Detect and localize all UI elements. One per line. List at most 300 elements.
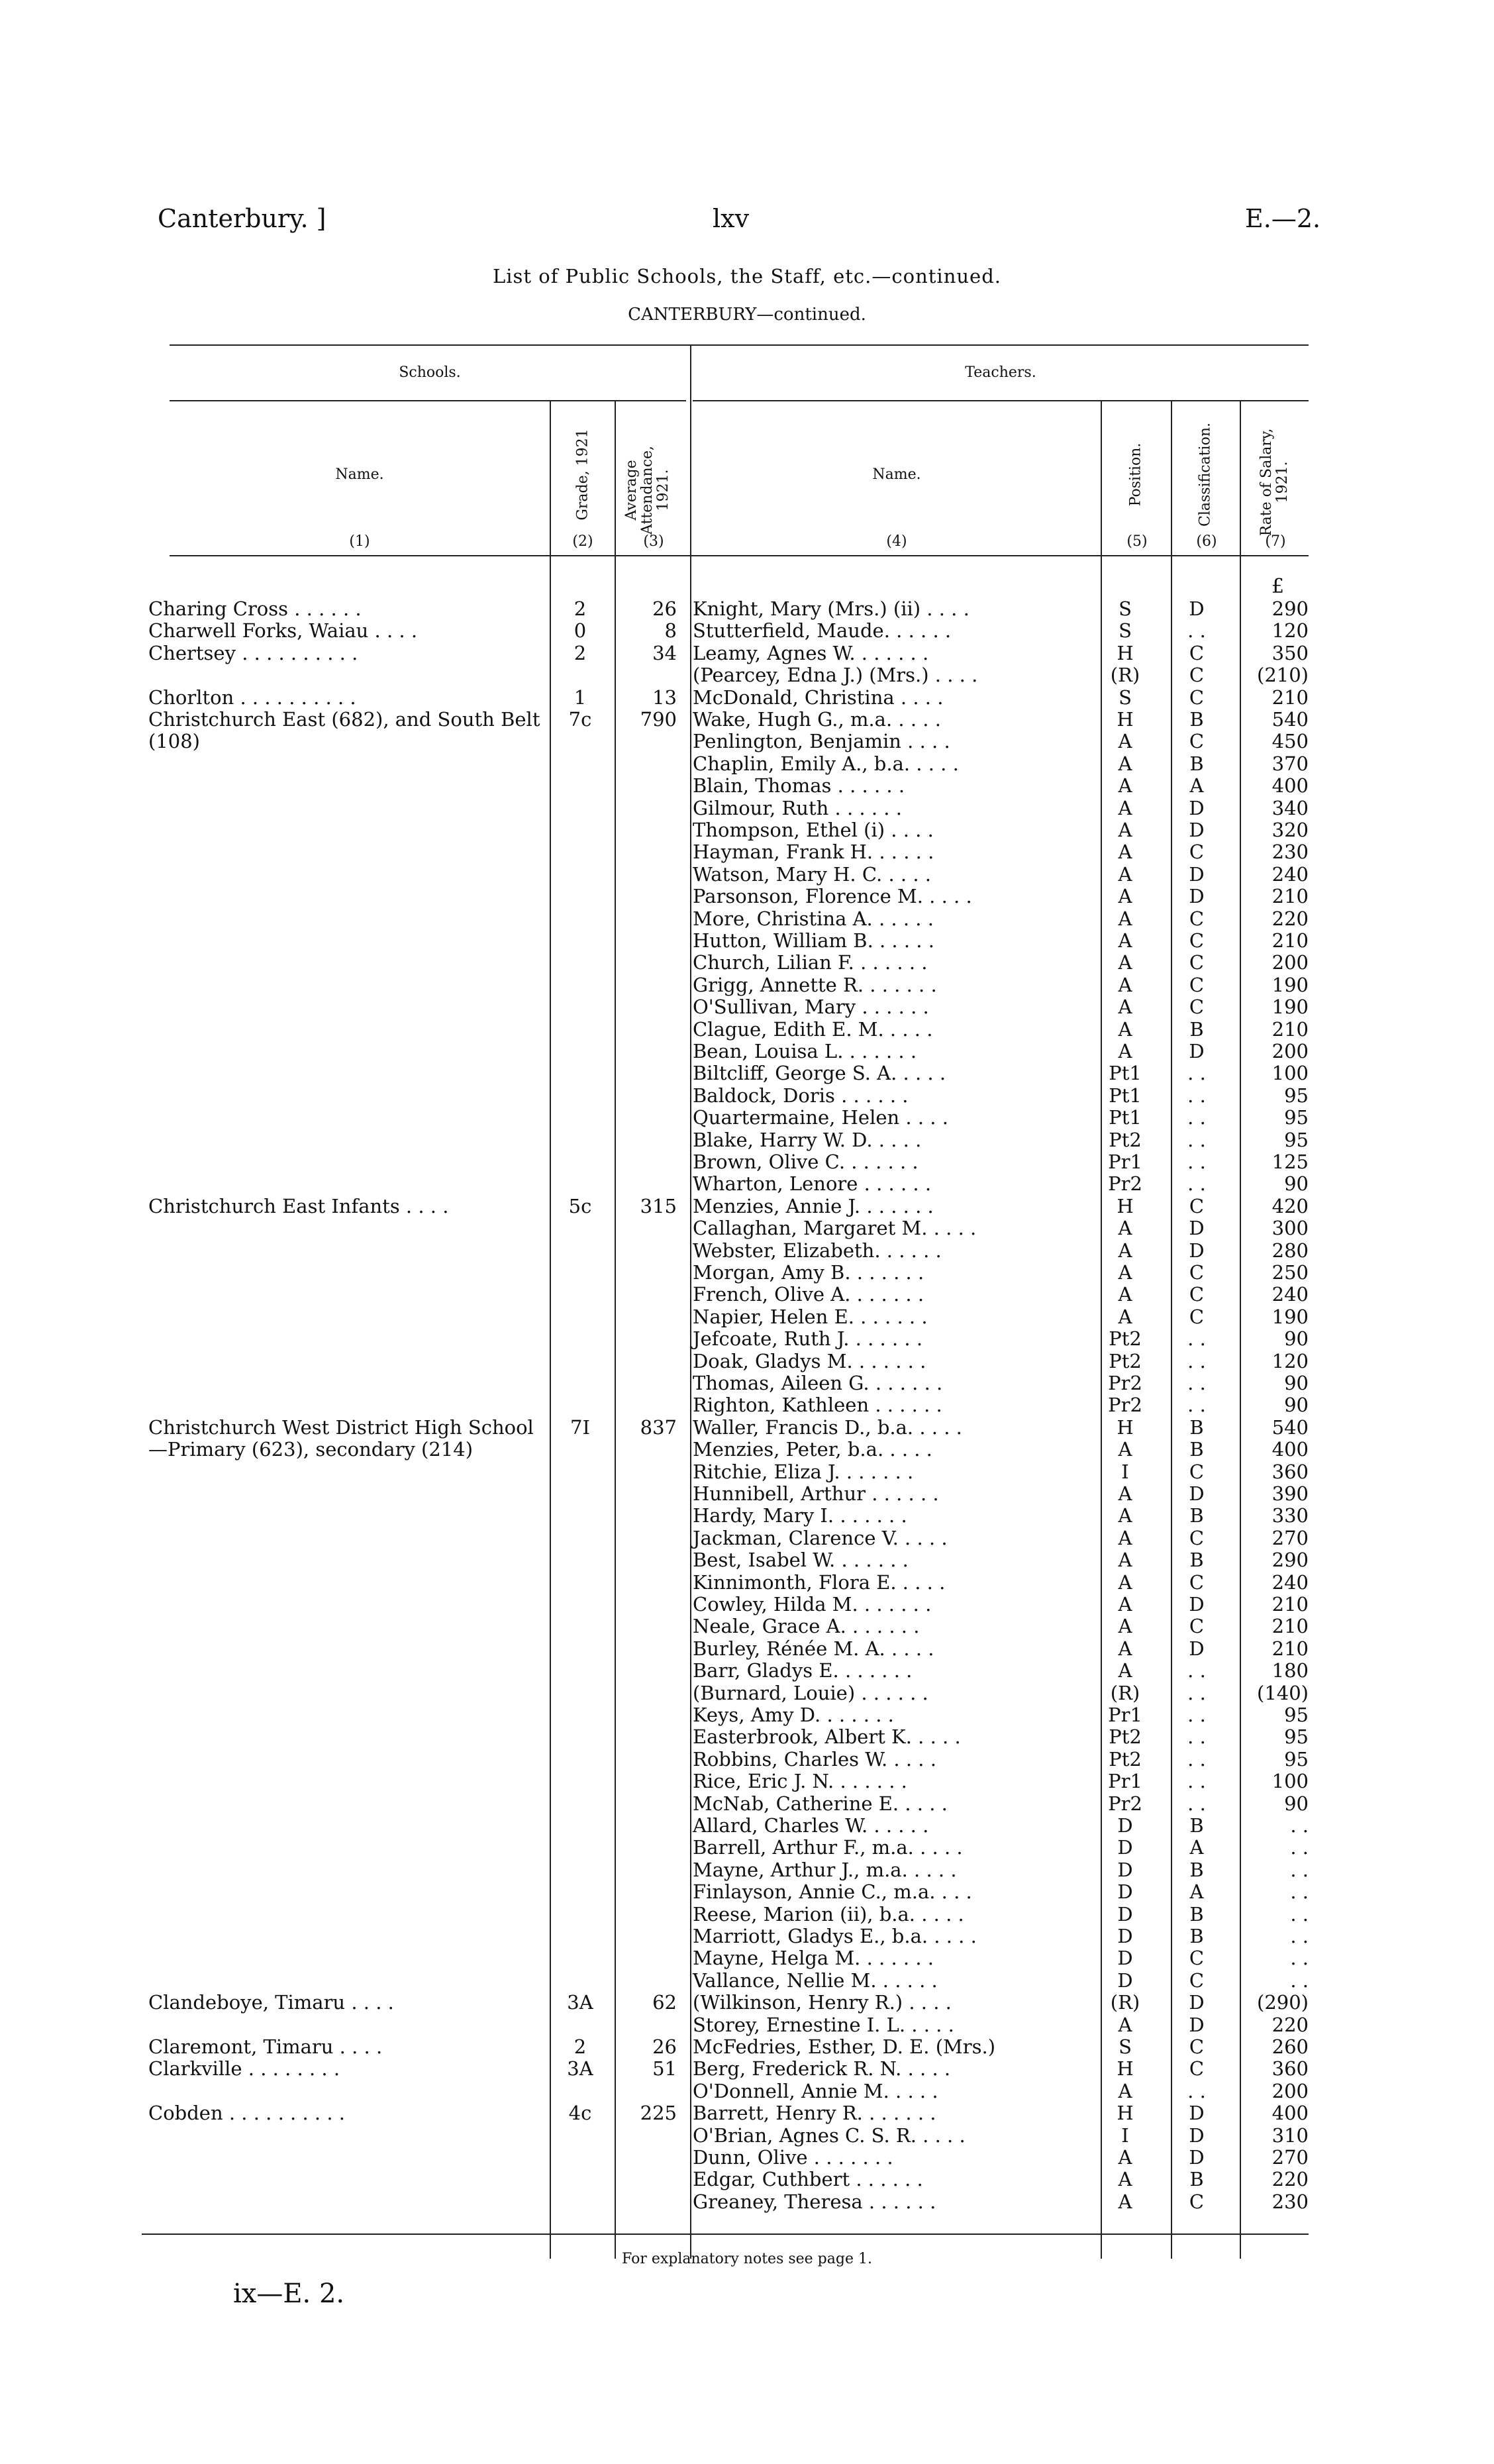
position-cell: (R) — [1110, 1681, 1140, 1704]
salary-cell: 290 — [1271, 1549, 1309, 1572]
salary-cell: 310 — [1271, 2124, 1309, 2147]
classification-cell: C — [1189, 2057, 1205, 2080]
teacher-name-cell: Jefcoate, Ruth J. . . . . . . — [693, 1327, 923, 1351]
position-cell: A — [1118, 1438, 1132, 1461]
salary-cell: 90 — [1284, 1372, 1309, 1394]
classification-cell: B — [1189, 1925, 1204, 1947]
position-cell: H — [1117, 2057, 1134, 2080]
position-cell: I — [1121, 1460, 1129, 1483]
table-row — [0, 620, 1494, 642]
teacher-name-cell: McDonald, Christina . . . . — [693, 686, 944, 709]
teacher-name-cell: Jackman, Clarence V. . . . . — [693, 1526, 948, 1549]
salary-cell: 210 — [1271, 686, 1309, 709]
teacher-name-cell: Thomas, Aileen G. . . . . . . — [693, 1372, 943, 1394]
salary-cell: 450 — [1271, 730, 1309, 753]
table-row — [0, 731, 1494, 752]
table-row — [0, 1062, 1494, 1084]
attendance-cell: 13 — [652, 686, 677, 709]
salary-cell: 210 — [1271, 929, 1309, 952]
teacher-name-cell: Bean, Louisa L. . . . . . . — [693, 1040, 917, 1062]
table-row — [0, 2080, 1494, 2102]
table-row — [0, 642, 1494, 664]
position-cell: A — [1118, 1593, 1132, 1616]
position-cell: H — [1117, 2102, 1134, 2125]
teacher-name-cell: Dunn, Olive . . . . . . . — [693, 2146, 893, 2169]
page-title: List of Public Schools, the Staff, etc.—continued. — [492, 265, 1002, 287]
salary-cell: . . — [1290, 1947, 1309, 1970]
table-row — [0, 1815, 1494, 1837]
table-row — [0, 1483, 1494, 1505]
classification-cell: . . — [1187, 2079, 1206, 2102]
table-row — [0, 1151, 1494, 1173]
school-name-cell: Chorlton . . . . . . . . . . — [148, 686, 356, 709]
col-number-2: (2) — [572, 533, 593, 550]
table-row — [0, 1394, 1494, 1416]
teacher-name-cell: Hunnibell, Arthur . . . . . . — [693, 1482, 939, 1505]
salary-cell: 125 — [1271, 1151, 1309, 1173]
classification-cell: . . — [1187, 1151, 1206, 1173]
salary-cell: 190 — [1271, 996, 1309, 1019]
position-cell: H — [1117, 708, 1134, 731]
position-cell: A — [1118, 774, 1132, 797]
position-cell: A — [1118, 907, 1132, 930]
table-row — [0, 1859, 1494, 1881]
position-cell: Pt2 — [1109, 1747, 1142, 1771]
grade-cell: 3A — [567, 2057, 593, 2080]
salary-cell: 95 — [1284, 1106, 1309, 1129]
page-subtitle: CANTERBURY—continued. — [628, 305, 866, 325]
position-cell: S — [1119, 2035, 1132, 2058]
teacher-name-cell: Best, Isabel W. . . . . . . — [693, 1549, 909, 1572]
table-row — [0, 1129, 1494, 1151]
table-row — [0, 1704, 1494, 1726]
position-cell: A — [1118, 1637, 1132, 1660]
teacher-name-cell: Berg, Frederick R. N. . . . . — [693, 2057, 951, 2080]
classification-cell: D — [1189, 862, 1205, 886]
position-cell: A — [1118, 1305, 1132, 1328]
table-row — [0, 2102, 1494, 2124]
salary-cell: 290 — [1271, 597, 1309, 620]
classification-cell: C — [1189, 1305, 1205, 1328]
classification-cell: C — [1189, 996, 1205, 1019]
table-row — [0, 687, 1494, 709]
table-row — [0, 1262, 1494, 1284]
classification-cell: B — [1189, 1017, 1204, 1041]
position-cell: Pr2 — [1108, 1792, 1142, 1815]
salary-cell: 95 — [1284, 1704, 1309, 1726]
position-cell: A — [1118, 1526, 1132, 1549]
position-cell: A — [1118, 1615, 1132, 1638]
school-name-cell: Christchurch East Infants . . . . — [148, 1194, 449, 1217]
position-cell: A — [1118, 2146, 1132, 2169]
table-row — [0, 1217, 1494, 1239]
school-name-cell: Charing Cross . . . . . . — [148, 597, 362, 620]
teacher-name-cell: McFedries, Esther, D. E. (Mrs.) — [693, 2035, 996, 2058]
teacher-name-cell: Stutterfield, Maude. . . . . . — [693, 619, 952, 642]
grade-cell: 5c — [568, 1194, 592, 1217]
table-row — [0, 1107, 1494, 1129]
salary-cell: 120 — [1271, 1349, 1309, 1372]
table-row — [0, 1726, 1494, 1748]
salary-cell: . . — [1290, 1969, 1309, 1992]
position-cell: Pr1 — [1108, 1151, 1142, 1173]
teacher-name-cell: (Pearcey, Edna J.) (Mrs.) . . . . — [693, 664, 978, 687]
position-cell: D — [1117, 1947, 1133, 1970]
teacher-name-cell: Kinnimonth, Flora E. . . . . — [693, 1570, 946, 1594]
classification-cell: D — [1189, 1991, 1205, 2014]
attendance-cell: 51 — [652, 2057, 677, 2080]
position-cell: A — [1118, 885, 1132, 908]
classification-cell: . . — [1187, 619, 1206, 642]
col-number-4: (4) — [886, 533, 907, 550]
running-head-left: Canterbury. ] — [158, 204, 326, 233]
table-row — [0, 598, 1494, 620]
salary-cell: 240 — [1271, 1283, 1309, 1306]
position-cell: D — [1117, 1880, 1133, 1904]
table-row — [0, 664, 1494, 686]
teacher-name-cell: Parsonson, Florence M. . . . . — [693, 885, 972, 908]
classification-cell: D — [1189, 819, 1205, 841]
classification-cell: B — [1189, 1858, 1204, 1881]
teacher-name-cell: O'Brian, Agnes C. S. R. . . . . — [693, 2124, 966, 2147]
classification-cell: C — [1189, 1969, 1205, 1992]
teacher-name-cell: Vallance, Nellie M. . . . . . — [693, 1969, 938, 1992]
salary-cell: 360 — [1271, 2057, 1309, 2080]
teacher-name-cell: Menzies, Annie J. . . . . . . — [693, 1194, 934, 1217]
position-cell: A — [1118, 996, 1132, 1019]
teacher-name-cell: Watson, Mary H. C. . . . . — [693, 862, 931, 886]
teachers-group-rule — [693, 400, 1309, 401]
school-name-heading: Name. — [335, 466, 384, 483]
teacher-name-cell: More, Christina A. . . . . . — [693, 907, 934, 930]
salary-cell: 420 — [1271, 1194, 1309, 1217]
position-cell: A — [1118, 951, 1132, 974]
classification-cell: . . — [1187, 1725, 1206, 1749]
teacher-name-cell: Righton, Kathleen . . . . . . — [693, 1394, 942, 1417]
position-cell: Pr2 — [1108, 1172, 1142, 1196]
salary-cell: 240 — [1271, 1570, 1309, 1594]
salary-cell: 90 — [1284, 1394, 1309, 1417]
classification-cell: . . — [1187, 1681, 1206, 1704]
table-row — [0, 1372, 1494, 1394]
position-cell: Pt1 — [1109, 1084, 1142, 1107]
salary-cell: 260 — [1271, 2035, 1309, 2058]
table-row — [0, 2169, 1494, 2190]
position-cell: Pt2 — [1109, 1725, 1142, 1749]
teacher-name-cell: Brown, Olive C. . . . . . . — [693, 1151, 919, 1173]
table-row — [0, 709, 1494, 731]
grade-cell: 3A — [567, 1991, 593, 2014]
table-row — [0, 2036, 1494, 2058]
table-row — [0, 996, 1494, 1018]
salary-cell: 190 — [1271, 1305, 1309, 1328]
salary-cell: 400 — [1271, 1438, 1309, 1461]
position-cell: A — [1118, 1017, 1132, 1041]
position-cell: Pr1 — [1108, 1704, 1142, 1726]
classification-cell: D — [1189, 2013, 1205, 2036]
classification-cell: D — [1189, 1040, 1205, 1062]
teacher-name-cell: Hayman, Frank H. . . . . . — [693, 841, 934, 864]
grade-heading: Grade, 1921 — [574, 429, 591, 521]
table-row — [0, 1904, 1494, 1925]
classification-cell: C — [1189, 1194, 1205, 1217]
position-cell: (R) — [1110, 1991, 1140, 2014]
classification-cell: D — [1189, 796, 1205, 819]
teacher-name-cell: Doak, Gladys M. . . . . . . — [693, 1349, 926, 1372]
position-cell: A — [1118, 2190, 1132, 2213]
salary-cell: 340 — [1271, 796, 1309, 819]
position-cell: Pt2 — [1109, 1349, 1142, 1372]
table-row — [0, 1417, 1494, 1439]
classification-cell: C — [1189, 2035, 1205, 2058]
classification-cell: C — [1189, 1615, 1205, 1638]
teacher-name-cell: (Burnard, Louie) . . . . . . — [693, 1681, 928, 1704]
salary-cell: 210 — [1271, 1615, 1309, 1638]
classification-cell: C — [1189, 951, 1205, 974]
teacher-name-cell: Barr, Gladys E. . . . . . . — [693, 1659, 913, 1682]
classification-cell: . . — [1187, 1372, 1206, 1394]
table-row — [0, 930, 1494, 952]
teacher-name-cell: O'Donnell, Annie M. . . . . — [693, 2079, 938, 2102]
classification-cell: C — [1189, 929, 1205, 952]
school-name-cell: Cobden . . . . . . . . . . — [148, 2102, 345, 2125]
attendance-cell: 34 — [652, 641, 677, 664]
table-row — [0, 1925, 1494, 1947]
table-row — [0, 819, 1494, 841]
teacher-name-cell: Baldock, Doris . . . . . . — [693, 1084, 909, 1107]
classification-cell: D — [1189, 1637, 1205, 1660]
salary-cell: 220 — [1271, 2013, 1309, 2036]
schools-group-heading: Schools. — [399, 364, 461, 381]
salary-cell: 230 — [1271, 2190, 1309, 2213]
teacher-name-cell: Leamy, Agnes W. . . . . . . — [693, 641, 929, 664]
school-name-cell: Chertsey . . . . . . . . . . — [148, 641, 358, 664]
classification-cell: . . — [1187, 1792, 1206, 1815]
classification-cell: C — [1189, 1283, 1205, 1306]
attendance-cell: 26 — [652, 2035, 677, 2058]
teacher-name-cell: Chaplin, Emily A., b.a. . . . . — [693, 752, 959, 775]
table-row — [0, 1461, 1494, 1483]
salary-cell: 200 — [1271, 2079, 1309, 2102]
salary-cell: 270 — [1271, 1526, 1309, 1549]
teacher-name-cell: Webster, Elizabeth. . . . . . — [693, 1239, 942, 1262]
classification-cell: . . — [1187, 1084, 1206, 1107]
grade-cell: 7c — [568, 708, 592, 731]
salary-cell: 95 — [1284, 1128, 1309, 1151]
teacher-name-cell: Marriott, Gladys E., b.a. . . . . — [693, 1925, 977, 1947]
table-bottom-rule — [142, 2233, 1309, 2235]
table-row — [0, 908, 1494, 930]
table-row — [0, 1660, 1494, 1682]
position-cell: S — [1119, 686, 1132, 709]
col-number-6: (6) — [1196, 533, 1217, 550]
table-row — [0, 1947, 1494, 1969]
classification-cell: B — [1189, 1438, 1204, 1461]
salary-cell: (140) — [1257, 1681, 1309, 1704]
grade-cell: 0 — [573, 619, 587, 642]
position-cell: Pr2 — [1108, 1372, 1142, 1394]
salary-cell: 360 — [1271, 1460, 1309, 1483]
classification-cell: . . — [1187, 1747, 1206, 1771]
position-cell: H — [1117, 1194, 1134, 1217]
salary-cell: 390 — [1271, 1482, 1309, 1505]
table-row — [0, 2058, 1494, 2080]
grade-cell: 2 — [573, 597, 587, 620]
salary-cell: 350 — [1271, 641, 1309, 664]
teacher-name-cell: Reese, Marion (ii), b.a. . . . . — [693, 1902, 964, 1925]
classification-cell: C — [1189, 730, 1205, 753]
table-row — [0, 886, 1494, 907]
classification-cell: A — [1189, 1836, 1204, 1859]
position-cell: A — [1118, 1283, 1132, 1306]
salary-cell: 220 — [1271, 2168, 1309, 2191]
table-row — [0, 1240, 1494, 1262]
school-name-cell: (108) — [148, 730, 200, 753]
position-cell: D — [1117, 1814, 1133, 1837]
table-row — [0, 974, 1494, 996]
salary-cell: 230 — [1271, 841, 1309, 864]
position-heading: Position. — [1127, 442, 1144, 507]
table-row — [0, 1793, 1494, 1815]
teacher-name-cell: Neale, Grace A. . . . . . . — [693, 1615, 920, 1638]
teacher-name-cell: Biltcliff, George S. A. . . . . — [693, 1062, 946, 1085]
table-row — [0, 1328, 1494, 1350]
table-row — [0, 2014, 1494, 2036]
teacher-name-cell: Napier, Helen E. . . . . . . — [693, 1305, 928, 1328]
teacher-name-cell: Finlayson, Annie C., m.a. . . . — [693, 1880, 972, 1904]
teachers-group-heading: Teachers. — [965, 364, 1036, 381]
salary-cell: 270 — [1271, 2146, 1309, 2169]
salary-cell: . . — [1290, 1836, 1309, 1859]
salary-cell: 540 — [1271, 1415, 1309, 1439]
salary-cell: 210 — [1271, 1017, 1309, 1041]
classification-cell: C — [1189, 973, 1205, 996]
classification-cell: B — [1189, 1549, 1204, 1572]
table-row — [0, 1572, 1494, 1594]
teacher-name-cell: Mayne, Helga M. . . . . . . — [693, 1947, 934, 1970]
school-name-cell: Claremont, Timaru . . . . — [148, 2035, 383, 2058]
position-cell: A — [1118, 1549, 1132, 1572]
table-row — [0, 1085, 1494, 1107]
salary-cell: 210 — [1271, 885, 1309, 908]
table-row — [0, 797, 1494, 819]
col-number-7: (7) — [1265, 533, 1286, 550]
position-cell: A — [1118, 752, 1132, 775]
salary-cell: . . — [1290, 1858, 1309, 1881]
position-cell: D — [1117, 1902, 1133, 1925]
position-cell: A — [1118, 1659, 1132, 1682]
attendance-cell: 62 — [652, 1991, 677, 2014]
teacher-name-cell: Clague, Edith E. M. . . . . — [693, 1017, 933, 1041]
salary-cell: (210) — [1257, 664, 1309, 687]
teacher-name-cell: Barrett, Henry R. . . . . . . — [693, 2102, 936, 2125]
position-cell: A — [1118, 1217, 1132, 1240]
classification-cell: . . — [1187, 1349, 1206, 1372]
table-row — [0, 1505, 1494, 1527]
position-cell: A — [1118, 730, 1132, 753]
teacher-name-cell: Hutton, William B. . . . . . — [693, 929, 934, 952]
table-row — [0, 1527, 1494, 1549]
teacher-name-cell: Wake, Hugh G., m.a. . . . . — [693, 708, 941, 731]
salary-cell: 250 — [1271, 1261, 1309, 1284]
classification-cell: B — [1189, 1814, 1204, 1837]
school-name-cell: Charwell Forks, Waiau . . . . — [148, 619, 418, 642]
grade-cell: 7I — [570, 1415, 590, 1439]
teacher-name-cell: Gilmour, Ruth . . . . . . — [693, 796, 902, 819]
classification-cell: D — [1189, 1239, 1205, 1262]
table-row — [0, 841, 1494, 863]
attendance-cell: 315 — [640, 1194, 677, 1217]
salary-cell: 100 — [1271, 1770, 1309, 1793]
teacher-name-cell: Hardy, Mary I. . . . . . . — [693, 1504, 907, 1527]
table-row — [0, 1041, 1494, 1062]
classification-cell: C — [1189, 1261, 1205, 1284]
position-cell: Pr2 — [1108, 1394, 1142, 1417]
classification-cell: . . — [1187, 1062, 1206, 1085]
salary-cell: 210 — [1271, 1637, 1309, 1660]
page-number: lxv — [713, 204, 750, 233]
position-cell: Pt1 — [1109, 1062, 1142, 1085]
position-cell: Pt2 — [1109, 1128, 1142, 1151]
salary-cell: 190 — [1271, 973, 1309, 996]
classification-cell: D — [1189, 885, 1205, 908]
teacher-name-cell: O'Sullivan, Mary . . . . . . — [693, 996, 929, 1019]
position-cell: A — [1118, 796, 1132, 819]
teacher-name-cell: Rice, Eric J. N. . . . . . . — [693, 1770, 907, 1793]
salary-cell: 200 — [1271, 951, 1309, 974]
teacher-name-cell: Mayne, Arthur J., m.a. . . . . — [693, 1858, 957, 1881]
teacher-name-cell: Blake, Harry W. D. . . . . — [693, 1128, 922, 1151]
classification-cell: C — [1189, 841, 1205, 864]
grade-cell: 4c — [568, 2102, 592, 2125]
currency-symbol: £ — [1271, 575, 1285, 598]
salary-cell: 280 — [1271, 1239, 1309, 1262]
teacher-name-cell: Ritchie, Eliza J. . . . . . . — [693, 1460, 914, 1483]
salary-cell: 300 — [1271, 1217, 1309, 1240]
teacher-name-cell: Quartermaine, Helen . . . . — [693, 1106, 948, 1129]
teacher-name-cell: Barrell, Arthur F., m.a. . . . . — [693, 1836, 963, 1859]
position-cell: A — [1118, 1040, 1132, 1062]
position-cell: H — [1117, 1415, 1134, 1439]
salary-cell: 370 — [1271, 752, 1309, 775]
position-cell: A — [1118, 973, 1132, 996]
table-row — [0, 1682, 1494, 1704]
table-row — [0, 952, 1494, 974]
classification-cell: B — [1189, 752, 1204, 775]
salary-cell: 400 — [1271, 774, 1309, 797]
teacher-name-cell: Menzies, Peter, b.a. . . . . — [693, 1438, 932, 1461]
school-name-cell: Christchurch East (682), and South Belt — [148, 708, 540, 731]
teacher-name-cell: McNab, Catherine E. . . . . — [693, 1792, 948, 1815]
teacher-name-cell: Edgar, Cuthbert . . . . . . — [693, 2168, 923, 2191]
salary-cell: 120 — [1271, 619, 1309, 642]
salary-cell: 90 — [1284, 1172, 1309, 1196]
classification-cell: D — [1189, 597, 1205, 620]
classification-cell: D — [1189, 2102, 1205, 2125]
classification-cell: B — [1189, 1902, 1204, 1925]
position-cell: A — [1118, 1482, 1132, 1505]
classification-cell: . . — [1187, 1106, 1206, 1129]
salary-cell: 330 — [1271, 1504, 1309, 1527]
teacher-name-cell: Allard, Charles W. . . . . . — [693, 1814, 929, 1837]
col-number-5: (5) — [1126, 533, 1148, 550]
school-name-cell: Clandeboye, Timaru . . . . — [148, 1991, 394, 2014]
attendance-cell: 837 — [640, 1415, 677, 1439]
schools-group-rule — [170, 400, 686, 401]
salary-cell: 540 — [1271, 708, 1309, 731]
table-row — [0, 1439, 1494, 1461]
table-row — [0, 2147, 1494, 2169]
